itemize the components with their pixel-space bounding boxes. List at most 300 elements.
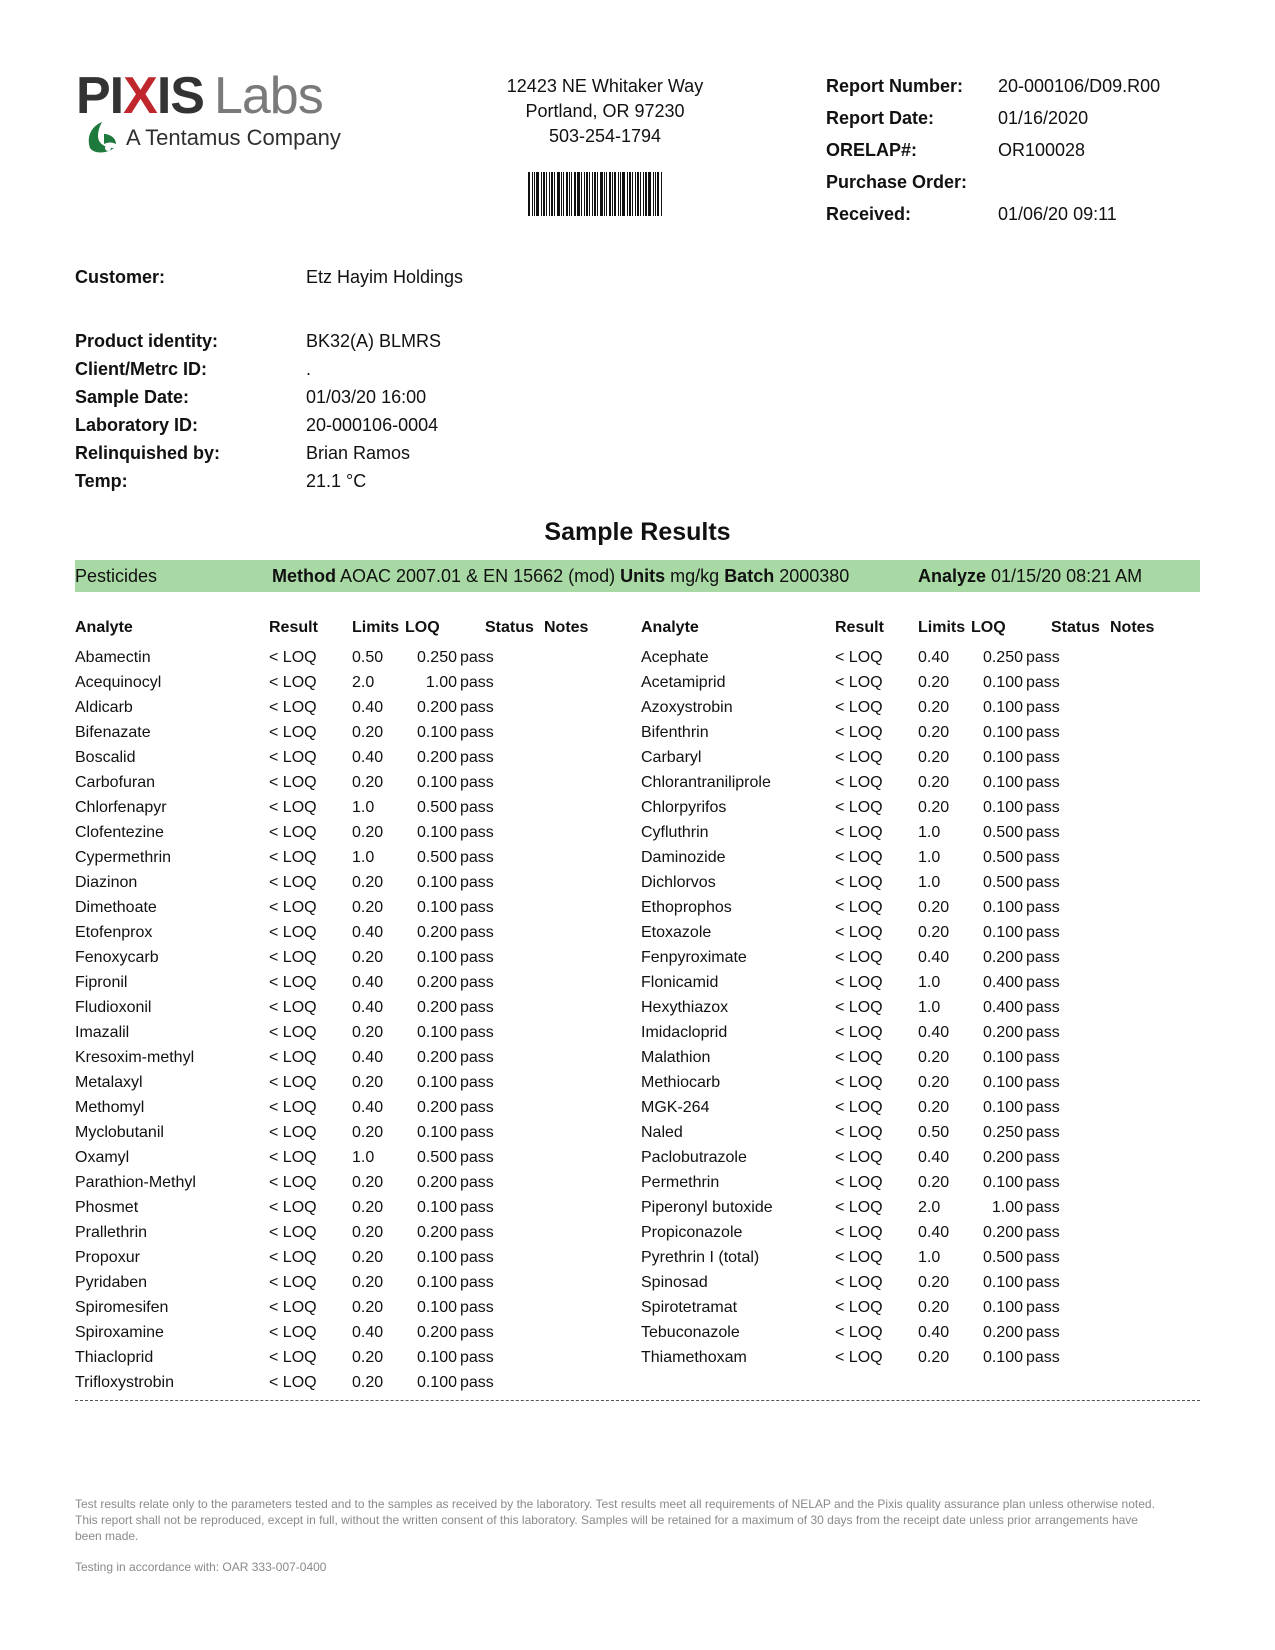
table-row [641,1023,1201,1048]
cell-limits: 0.20 [352,1274,384,1291]
cell-result: < LOQ [269,1199,317,1216]
table-row [641,1073,1201,1098]
cell-result: < LOQ [269,1174,317,1191]
cell-limits: 0.50 [352,649,384,666]
table-row [641,948,1201,973]
report-field-label: Report Number: [826,76,964,96]
cell-loq: 0.500 [982,874,1023,891]
sample-info-label: Temp: [75,471,128,491]
table-row [75,798,615,823]
table-row [641,1248,1201,1273]
cell-result: < LOQ [835,1199,883,1216]
cell-analyte: Thiacloprid [75,1349,154,1366]
cell-status: pass [460,924,494,941]
table-row [75,1073,615,1098]
table-row [641,1323,1201,1348]
cell-loq: 0.100 [416,1349,457,1366]
cell-limits: 0.40 [352,1099,384,1116]
cell-loq: 0.250 [982,649,1023,666]
cell-analyte: Boscalid [75,749,136,766]
cell-status: pass [1026,799,1060,816]
cell-loq: 0.100 [416,1199,457,1216]
sample-info-value: Brian Ramos [306,443,411,463]
cell-loq: 0.100 [982,699,1023,716]
cell-status: pass [1026,1049,1060,1066]
cell-result: < LOQ [269,1249,317,1266]
sample-info-row [75,330,441,358]
sample-info [75,330,441,498]
cell-status: pass [460,874,494,891]
cell-result: < LOQ [269,1049,317,1066]
cell-analyte: Myclobutanil [75,1124,164,1141]
cell-loq: 0.100 [416,724,457,741]
table-header [75,618,615,648]
cell-limits: 0.20 [918,1049,950,1066]
cell-status: pass [1026,1249,1060,1266]
table-row [75,1098,615,1123]
sample-info-row [75,414,441,442]
cell-limits: 0.40 [352,999,384,1016]
cell-result: < LOQ [835,649,883,666]
cell-result: < LOQ [835,1299,883,1316]
report-field [826,74,1160,106]
cell-limits: 0.20 [918,1074,950,1091]
cell-result: < LOQ [835,924,883,941]
analyze-info: Analyze 01/15/20 08:21 AM [918,566,1143,586]
table-row [75,1373,615,1398]
cell-loq: 0.200 [416,749,457,766]
cell-loq: 0.100 [982,749,1023,766]
cell-loq: 0.250 [416,649,457,666]
cell-loq: 0.100 [982,674,1023,691]
cell-analyte: Methomyl [75,1099,145,1116]
table-row [75,773,615,798]
table-row [641,973,1201,998]
table-row [641,998,1201,1023]
cell-analyte: Dichlorvos [641,874,716,891]
cell-analyte: Permethrin [641,1174,720,1191]
cell-limits: 0.40 [918,649,950,666]
cell-analyte: Acequinocyl [75,674,162,691]
cell-result: < LOQ [269,1149,317,1166]
cell-status: pass [1026,1174,1060,1191]
cell-limits: 1.0 [918,1249,941,1266]
cell-result: < LOQ [269,1349,317,1366]
cell-analyte: Carbaryl [641,749,702,766]
cell-result: < LOQ [835,1324,883,1341]
cell-result: < LOQ [835,1149,883,1166]
cell-status: pass [460,674,494,691]
cell-loq: 0.200 [416,1099,457,1116]
cell-loq: 0.200 [982,949,1023,966]
table-row [641,898,1201,923]
cell-status: pass [1026,774,1060,791]
tentamus-leaf-icon [84,120,120,156]
cell-loq: 0.100 [982,1299,1023,1316]
cell-status: pass [460,1324,494,1341]
cell-result: < LOQ [269,774,317,791]
cell-result: < LOQ [269,1124,317,1141]
customer-label: Customer: [75,267,166,287]
table-row [75,1223,615,1248]
cell-analyte: Carbofuran [75,774,156,791]
cell-status: pass [1026,649,1060,666]
cell-loq: 0.100 [982,774,1023,791]
cell-status: pass [1026,749,1060,766]
cell-status: pass [1026,1074,1060,1091]
results-table-left [75,618,615,1398]
cell-loq: 0.100 [416,1249,457,1266]
cell-analyte: Metalaxyl [75,1074,143,1091]
table-row [75,998,615,1023]
cell-limits: 0.20 [918,924,950,941]
cell-status: pass [1026,849,1060,866]
cell-loq: 0.100 [982,799,1023,816]
cell-status: pass [460,899,494,916]
cell-result: < LOQ [835,1174,883,1191]
cell-limits: 0.20 [918,1349,950,1366]
table-row [75,823,615,848]
company-tagline: A Tentamus Company [84,120,341,156]
cell-status: pass [1026,874,1060,891]
table-row [75,1123,615,1148]
cell-result: < LOQ [269,1024,317,1041]
cell-result: < LOQ [835,1099,883,1116]
column-header-loq: LOQ [405,619,440,636]
cell-limits: 0.20 [352,824,384,841]
cell-analyte: Cypermethrin [75,849,172,866]
cell-analyte: Diazinon [75,874,138,891]
cell-limits: 0.40 [352,974,384,991]
table-row [75,1023,615,1048]
cell-analyte: Pyrethrin I (total) [641,1249,760,1266]
column-header-notes: Notes [544,619,589,636]
cell-result: < LOQ [269,899,317,916]
cell-limits: 0.20 [352,774,384,791]
cell-loq: 0.100 [982,1174,1023,1191]
table-row [75,1198,615,1223]
column-header-analyte: Analyte [641,619,699,636]
cell-analyte: Flonicamid [641,974,719,991]
divider [75,1400,1200,1401]
cell-loq: 0.200 [982,1149,1023,1166]
column-header-limits: Limits [352,619,400,636]
cell-status: pass [1026,1024,1060,1041]
column-header-analyte: Analyte [75,619,133,636]
cell-limits: 0.40 [352,1324,384,1341]
cell-loq: 0.200 [416,1174,457,1191]
cell-status: pass [460,1224,494,1241]
cell-limits: 0.40 [918,1224,950,1241]
cell-result: < LOQ [269,849,317,866]
cell-analyte: Trifloxystrobin [75,1374,174,1391]
company-logo: PIXIS Labs [76,67,323,125]
cell-result: < LOQ [835,1224,883,1241]
cell-status: pass [1026,1149,1060,1166]
cell-limits: 0.20 [352,1224,384,1241]
cell-loq: 0.500 [982,824,1023,841]
cell-loq: 0.100 [416,1374,457,1391]
cell-limits: 0.20 [918,1299,950,1316]
sample-info-row [75,386,441,414]
cell-result: < LOQ [269,974,317,991]
cell-analyte: Tebuconazole [641,1324,740,1341]
cell-limits: 0.20 [352,1174,384,1191]
cell-limits: 0.20 [352,1374,384,1391]
cell-analyte: Fenpyroximate [641,949,747,966]
report-field-label: ORELAP#: [826,140,918,160]
cell-result: < LOQ [835,774,883,791]
cell-analyte: Imidacloprid [641,1024,728,1041]
category-label: Pesticides [75,566,158,586]
table-row [641,1273,1201,1298]
sample-info-label: Product identity: [75,331,218,351]
table-row [641,1148,1201,1173]
sample-info-row [75,470,441,498]
cell-result: < LOQ [269,724,317,741]
cell-loq: 0.100 [982,899,1023,916]
cell-loq: 0.200 [416,1324,457,1341]
cell-loq: 0.200 [982,1024,1023,1041]
lab-address [480,74,730,149]
customer-value: Etz Hayim Holdings [306,267,464,287]
customer-block [75,266,463,294]
cell-loq: 0.100 [416,1124,457,1141]
sample-info-value: . [306,359,312,379]
cell-result: < LOQ [835,1024,883,1041]
table-row [641,823,1201,848]
sample-info-value: 20-000106-0004 [306,415,439,435]
cell-result: < LOQ [835,974,883,991]
cell-loq: 1.00 [991,1199,1023,1216]
table-row [75,973,615,998]
cell-status: pass [460,949,494,966]
cell-analyte: Etofenprox [75,924,153,941]
cell-analyte: Thiamethoxam [641,1349,747,1366]
cell-analyte: Bifenthrin [641,724,709,741]
column-header-loq: LOQ [971,619,1006,636]
cell-loq: 0.200 [416,974,457,991]
cell-result: < LOQ [835,999,883,1016]
cell-status: pass [1026,724,1060,741]
cell-status: pass [460,1024,494,1041]
table-row [641,873,1201,898]
cell-loq: 0.500 [416,849,457,866]
cell-result: < LOQ [269,949,317,966]
cell-limits: 0.40 [918,949,950,966]
cell-limits: 1.0 [352,1149,375,1166]
results-table-right [641,618,1201,1373]
cell-status: pass [460,724,494,741]
disclaimer: Test results relate only to the parameters tested and to the samples as received by the laboratory. Test results meet all requirements of NELAP and the Pixis quality assurance plan unless otherwise noted. This report shall not be reproduced, except in full, without the written consent of this laboratory. Samples will be retained for a maximum of 30 days from the receipt date unless prior arrangements have been made. [75,1497,1155,1543]
cell-status: pass [1026,1224,1060,1241]
cell-result: < LOQ [269,874,317,891]
table-row [641,673,1201,698]
cell-result: < LOQ [269,749,317,766]
cell-limits: 1.0 [918,824,941,841]
cell-limits: 0.40 [352,1049,384,1066]
cell-result: < LOQ [269,1324,317,1341]
cell-analyte: Malathion [641,1049,711,1066]
table-row [641,1173,1201,1198]
cell-status: pass [460,1124,494,1141]
report-field [826,170,1160,202]
table-row [641,1223,1201,1248]
cell-result: < LOQ [835,874,883,891]
section-title: Sample Results [544,518,731,546]
cell-analyte: MGK-264 [641,1099,710,1116]
compliance-note: Testing in accordance with: OAR 333-007-0400 [75,1560,327,1574]
cell-loq: 0.200 [416,1224,457,1241]
cell-limits: 0.20 [352,724,384,741]
cell-result: < LOQ [835,1349,883,1366]
cell-limits: 0.20 [352,1299,384,1316]
cell-loq: 0.500 [982,849,1023,866]
cell-status: pass [1026,924,1060,941]
report-field-label: Purchase Order: [826,172,968,192]
cell-loq: 0.500 [416,1149,457,1166]
cell-loq: 0.100 [416,1274,457,1291]
sample-info-label: Client/Metrc ID: [75,359,208,379]
cell-status: pass [1026,699,1060,716]
cell-analyte: Kresoxim-methyl [75,1049,195,1066]
cell-status: pass [460,1074,494,1091]
cell-analyte: Oxamyl [75,1149,130,1166]
cell-status: pass [460,799,494,816]
cell-analyte: Cyfluthrin [641,824,709,841]
cell-result: < LOQ [269,924,317,941]
cell-status: pass [460,699,494,716]
cell-analyte: Pyridaben [75,1274,148,1291]
report-field-label: Received: [826,204,912,224]
cell-limits: 0.20 [918,799,950,816]
table-row [75,1298,615,1323]
sample-info-row [75,358,441,386]
cell-limits: 1.0 [918,999,941,1016]
cell-status: pass [460,999,494,1016]
cell-limits: 2.0 [352,674,375,691]
cell-limits: 0.50 [918,1124,950,1141]
column-header-status: Status [485,619,534,636]
cell-result: < LOQ [269,1374,317,1391]
cell-loq: 0.500 [416,799,457,816]
table-row [641,1098,1201,1123]
cell-analyte: Acetamiprid [641,674,726,691]
cell-status: pass [1026,1349,1060,1366]
cell-analyte: Ethoprophos [641,899,732,916]
cell-limits: 0.40 [918,1024,950,1041]
cell-result: < LOQ [835,899,883,916]
address-street: 12423 NE Whitaker Way [506,76,704,96]
table-row [75,1048,615,1073]
table-row [641,1198,1201,1223]
cell-loq: 0.200 [416,924,457,941]
cell-loq: 0.200 [982,1324,1023,1341]
sample-info-value: 01/03/20 16:00 [306,387,427,407]
table-row [75,1348,615,1373]
column-header-status: Status [1051,619,1100,636]
cell-analyte: Chlorantraniliprole [641,774,771,791]
cell-limits: 0.20 [352,1074,384,1091]
cell-status: pass [1026,949,1060,966]
report-field-label: Report Date: [826,108,935,128]
sample-info-label: Laboratory ID: [75,415,199,435]
cell-analyte: Chlorfenapyr [75,799,167,816]
cell-loq: 0.100 [982,1074,1023,1091]
address-phone: 503-254-1794 [548,126,662,146]
cell-limits: 0.20 [352,1249,384,1266]
cell-limits: 0.20 [352,1124,384,1141]
column-header-limits: Limits [918,619,966,636]
table-row [641,1123,1201,1148]
table-row [75,923,615,948]
cell-limits: 1.0 [918,849,941,866]
cell-loq: 0.200 [982,1224,1023,1241]
cell-analyte: Spiroxamine [75,1324,164,1341]
table-row [641,848,1201,873]
cell-status: pass [1026,1299,1060,1316]
table-row [75,723,615,748]
cell-status: pass [1026,1099,1060,1116]
cell-limits: 1.0 [918,874,941,891]
cell-limits: 0.40 [918,1324,950,1341]
table-row [75,1248,615,1273]
report-field [826,106,1160,138]
sample-info-label: Relinquished by: [75,443,221,463]
table-row [641,748,1201,773]
cell-loq: 0.100 [416,1074,457,1091]
cell-status: pass [460,1174,494,1191]
cell-loq: 0.100 [416,874,457,891]
cell-limits: 1.0 [918,974,941,991]
cell-result: < LOQ [835,1049,883,1066]
cell-analyte: Fipronil [75,974,128,991]
cell-analyte: Hexythiazox [641,999,729,1016]
cell-result: < LOQ [835,799,883,816]
cell-loq: 0.400 [982,999,1023,1016]
cell-result: < LOQ [835,824,883,841]
table-row [641,698,1201,723]
table-row [641,923,1201,948]
cell-result: < LOQ [269,699,317,716]
cell-analyte: Daminozide [641,849,726,866]
cell-limits: 0.20 [918,774,950,791]
cell-status: pass [1026,1124,1060,1141]
table-row [641,798,1201,823]
cell-limits: 0.20 [918,1099,950,1116]
cell-result: < LOQ [269,1299,317,1316]
cell-result: < LOQ [269,824,317,841]
cell-analyte: Piperonyl butoxide [641,1199,773,1216]
table-row [75,698,615,723]
cell-result: < LOQ [835,699,883,716]
cell-loq: 0.100 [982,724,1023,741]
cell-analyte: Imazalil [75,1024,130,1041]
cell-analyte: Dimethoate [75,899,157,916]
cell-result: < LOQ [835,1274,883,1291]
cell-status: pass [460,1299,494,1316]
table-row [75,673,615,698]
cell-status: pass [460,1349,494,1366]
cell-loq: 0.100 [982,924,1023,941]
cell-status: pass [460,824,494,841]
cell-analyte: Etoxazole [641,924,712,941]
table-row [641,648,1201,673]
table-row [75,648,615,673]
table-row [75,1323,615,1348]
cell-analyte: Chlorpyrifos [641,799,727,816]
table-header [641,618,1201,648]
